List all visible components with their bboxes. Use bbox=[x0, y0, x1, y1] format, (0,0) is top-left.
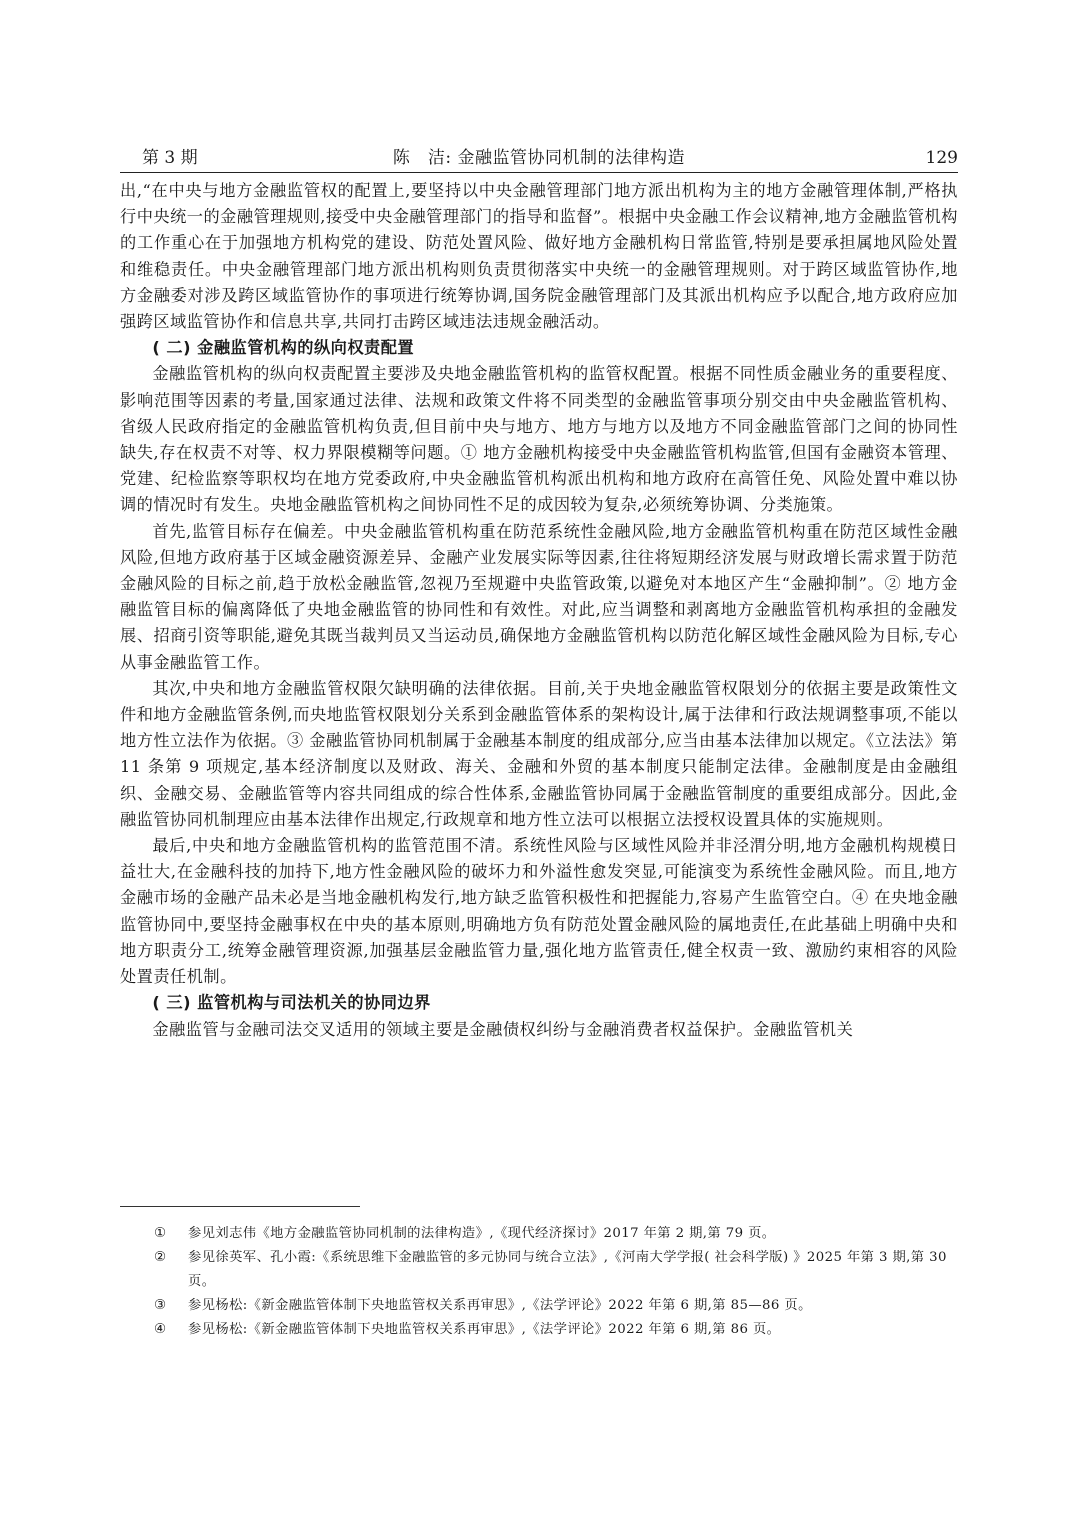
page-number: 129 bbox=[925, 148, 958, 168]
footnotes bbox=[154, 1222, 958, 1342]
footnote-mark: ② bbox=[154, 1250, 167, 1265]
footnote bbox=[154, 1222, 958, 1246]
footnote-text: 参见杨松:《新金融监管体制下央地监管权关系再审思》,《法学评论》2022 年第 6 期,第 85—86 页。 bbox=[188, 1298, 812, 1313]
issue-number: 第 3 期 bbox=[142, 148, 198, 168]
footnote-mark: ① bbox=[154, 1226, 167, 1241]
footnote bbox=[154, 1318, 958, 1342]
section-heading-2: ( 二) 金融监管机构的纵向权责配置 bbox=[152, 338, 415, 358]
journal-page bbox=[120, 0, 958, 1526]
paragraph: 首先,监管目标存在偏差。中央金融监管机构重在防范系统性金融风险,地方金融监管机构重在防范区域性金融风险,但地方政府基于区域金融资源差异、金融产业发展实际等因素,往往将短期经济发展与财政增长需求置于防范金融风险的目标之前,趋于放松金融监管,忽视乃至规避中央监管政策,以避免对本地区产生“金融抑制”。② 地方金融监管目标的偏离降低了央地金融监管的协同性和有效性。对此,应当调整和剥离地方金融监管机构承担的金融发展、招商引资等职能,避免其既当裁判员又当运动员,确保地方金融监管机构以防范化解区域性金融风险为目标,专心从事金融监管工作。 bbox=[120, 521, 958, 672]
paragraph: 其次,中央和地方金融监管权限欠缺明确的法律依据。目前,关于央地金融监管权限划分的依据主要是政策性文件和地方金融监管条例,而央地监管权限划分关系到金融监管体系的架构设计,属于法律和行政法规调整事项,不能以地方性立法作为依据。③ 金融监管协同机制属于金融基本制度的组成部分,应当由基本法律加以规定。《立法法》第 11 条第 9 项规定,基本经济制度以及财政、海关、金融和外贸的基本制度只能制定法律。金融制度是由金融组织、金融交易、金融监管等内容共同组成的综合性体系,金融监管协同属于金融监管制度的重要组成部分。因此,金融监管协同机制理应由基本法律作出规定,行政规章和地方性立法可以根据立法授权设置具体的实施规则。 bbox=[120, 678, 958, 829]
running-head bbox=[120, 146, 958, 173]
footnote-text: 参见刘志伟《地方金融监管协同机制的法律构造》,《现代经济探讨》2017 年第 2 期,第 79 页。 bbox=[188, 1226, 776, 1241]
footnote bbox=[154, 1294, 958, 1318]
paragraph: 金融监管机构的纵向权责配置主要涉及央地金融监管机构的监管权配置。根据不同性质金融业务的重要程度、影响范围等因素的考量,国家通过法律、法规和政策文件将不同类型的金融监管事项分别交由中央金融监管机构、省级人民政府指定的金融监管机构负责,但目前中央与地方、地方与地方以及地方不同金融监管部门之间的协同性缺失,存在权责不对等、权力界限模糊等问题。① 地方金融机构接受中央金融监管机构监管,但国有金融资本管理、党建、纪检监察等职权均在地方党委政府,中央金融监管机构派出机构和地方政府在高管任免、风险处置中难以协调的情况时有发生。央地金融监管机构之间协同性不足的成因较为复杂,必须统筹协调、分类施策。 bbox=[120, 364, 958, 515]
paragraph-continued: 出,“在中央与地方金融监管权的配置上,要坚持以中央金融管理部门地方派出机构为主的地方金融管理体制,严格执行中央统一的金融管理规则,接受中央金融管理部门的指导和监督”。根据中央金融工作会议精神,地方金融监管机构的工作重心在于加强地方机构党的建设、防范处置风险、做好地方金融机构日常监管,特别是要承担属地风险处置和维稳责任。中央金融管理部门地方派出机构则负责贯彻落实中央统一的金融管理规则。对于跨区域监管协作,地方金融委对涉及跨区域监管协作的事项进行统筹协调,国务院金融管理部门及其派出机构应予以配合,地方政府应加强跨区域监管协作和信息共享,共同打击跨区域违法违规金融活动。 bbox=[120, 181, 958, 332]
footnote-divider bbox=[120, 1206, 360, 1207]
footnote-mark: ④ bbox=[154, 1322, 167, 1337]
footnote-text: 参见徐英军、孔小霞:《系统思维下金融监管的多元协同与统合立法》,《河南大学学报( 社会科学版) 》2025 年第 3 期,第 30 页。 bbox=[188, 1250, 947, 1289]
section-heading-3: ( 三) 监管机构与司法机关的协同边界 bbox=[152, 993, 431, 1013]
footnote-mark: ③ bbox=[154, 1298, 167, 1313]
paragraph: 金融监管与金融司法交叉适用的领域主要是金融债权纠纷与金融消费者权益保护。金融监管机关 bbox=[152, 1019, 854, 1039]
footnote bbox=[154, 1246, 958, 1294]
article-body bbox=[120, 178, 958, 1043]
article-title: 陈 洁: 金融监管协同机制的法律构造 bbox=[392, 148, 686, 168]
paragraph: 最后,中央和地方金融监管机构的监管范围不清。系统性风险与区域性风险并非泾渭分明,地方金融机构规模日益壮大,在金融科技的加持下,地方性金融风险的破坏力和外溢性愈发突显,可能演变为系统性金融风险。而且,地方金融市场的金融产品未必是当地金融机构发行,地方缺乏监管积极性和把握能力,容易产生监管空白。④ 在央地金融监管协同中,要坚持金融事权在中央的基本原则,明确地方负有防范处置金融风险的属地责任,在此基础上明确中央和地方职责分工,统筹金融管理资源,加强基层金融监管力量,强化地方监管责任,健全权责一致、激励约束相容的风险处置责任机制。 bbox=[120, 836, 958, 987]
footnote-text: 参见杨松:《新金融监管体制下央地监管权关系再审思》,《法学评论》2022 年第 6 期,第 86 页。 bbox=[188, 1322, 781, 1337]
